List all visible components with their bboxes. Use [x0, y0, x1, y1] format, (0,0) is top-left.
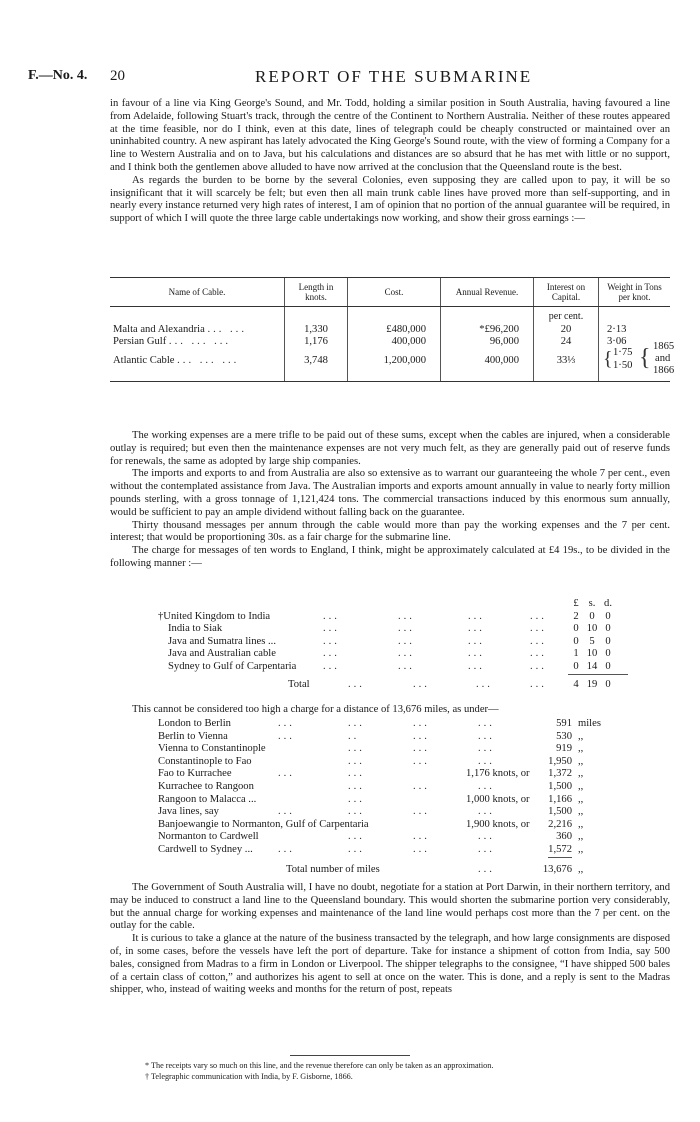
- cable-cost: £480,000: [348, 324, 441, 337]
- charge-row: †United Kingdom to India ... ... ... ... 2 0 0: [158, 611, 628, 624]
- charge-label: India to Siak: [168, 623, 223, 635]
- distance-knots: 1,900 knots, or: [466, 818, 530, 830]
- charge-pence: 0: [605, 648, 611, 660]
- distance-miles: 2,216: [548, 818, 572, 830]
- currency-header-row: [158, 598, 628, 611]
- charge-shillings: 14: [586, 660, 598, 672]
- cable-name: Atlantic Cable: [113, 354, 175, 366]
- distance-total-row: Total number of miles ... 13,676 ,,: [286, 863, 584, 875]
- distance-miles: 1,500: [548, 806, 572, 818]
- table-row: Persian Gulf ... ... ... 1,176 400,000 96,000 24 3·06: [110, 336, 670, 349]
- charge-paragraph: The charge for messages of ten words to England, I think, might be approximately calculated at £4 19s., to be divided in the following manner :—: [110, 545, 670, 569]
- cable-revenue: 96,000: [441, 336, 534, 349]
- unit-row: [110, 307, 670, 324]
- cable-weight: 2·13: [599, 324, 671, 337]
- intro-paragraph: in favour of a line via King George's Sound, and Mr. Todd, holding a similar position in South Australia, having favoured a line from Adelaide, following Stuart's track, through the centre of the Continent to Northern Australia. Neither of these routes appeared at the time feasible, nor do I think, even at this date, lines of telegraph could be cheaply constructed or maintained over an uninhabited country. A new aspirant has lately advocated the King George's Sound route, with the view of forming a Company for a line to Western Australia and on to Java, but his calculations and distances are so absurd that he has met with little or no support, and I think both the gentlemen above alluded to have now arrived at the conclusion that the Queensland route is the best.: [110, 98, 670, 173]
- total-pence: 0: [605, 678, 611, 690]
- charge-label: †United Kingdom to India: [158, 610, 271, 622]
- weight-1865: 1·75: [613, 346, 633, 358]
- distance-row: Vienna to Constantinople ... ... ... 919 ,,: [158, 743, 584, 755]
- messages-paragraph: Thirty thousand messages per annum through the cable would more than pay the working expenses and the 7 per cent. interest; that would be proportioning 30s. as a fair charge for the submarine line.: [110, 519, 670, 544]
- weight-1866: 1·50: [613, 359, 633, 371]
- charge-shillings: 10: [586, 648, 598, 660]
- distance-total: 13,676: [542, 863, 572, 875]
- col-cost-header: Cost.: [348, 278, 441, 307]
- distance-unit: ,,: [578, 818, 584, 830]
- distance-row: Constantinople to Fao ... ... ... 1,950 ,,: [158, 755, 584, 767]
- running-title: REPORT OF THE SUBMARINE: [255, 67, 533, 86]
- distance-miles: 1,500: [548, 780, 572, 792]
- burden-paragraph: As regards the burden to be borne by the several Colonies, even supposing they are called upon to pay, it will be so insignificant that it will scarcely be felt; but even then all main trunk cable lines have proved more than self-supporting, and in nearly every instance returned very high rates of interest, I am of opinion that no portion of the annual guarantee will be required, in support of which I will quote the three large cable undertakings now working, and show their gross earnings :—: [110, 174, 670, 225]
- distance-label: Kurrachee to Rangoon: [158, 780, 254, 792]
- distance-miles: 1,166: [548, 793, 572, 805]
- interest-unit: per cent.: [534, 307, 599, 324]
- cable-length: 1,330: [285, 324, 348, 337]
- distance-label: Banjoewangie to Normanton, Gulf of Carpentaria: [158, 818, 369, 830]
- charge-shillings: 10: [586, 623, 598, 635]
- distance-label: Fao to Kurrachee: [158, 768, 232, 780]
- cable-length: 1,176: [285, 336, 348, 349]
- distance-label: Vienna to Constantinople: [158, 743, 266, 755]
- distance-total-label: Total number of miles: [286, 863, 380, 875]
- page-number: 20: [110, 68, 125, 84]
- distance-label: Cardwell to Sydney ...: [158, 843, 253, 855]
- cable-cost: 400,000: [348, 336, 441, 349]
- charge-total-label: Total: [288, 678, 310, 690]
- discussion-section: [110, 430, 670, 571]
- distance-unit: ,,: [578, 780, 584, 792]
- business-paragraph: It is curious to take a glance at the nature of the business transacted by the telegraph, and how large consignments are disposed of, in some cases, before the vessels have left the port of departure. Take for instance a shipment of cotton from India, say 500 bales, consigned from Madras to a firm in London or Liverpool. The shipper telegraphs to the consignee, “I have shipped 500 bales of a certain class of cotton,” and authorizes his agent to sell at once on the water. This is done, and a reply is sent to the Madras shipper, who, instead of waiting weeks and months for the return of post, repeats: [110, 933, 670, 996]
- cable-name: Malta and Alexandria: [113, 323, 205, 335]
- cable-interest: 24: [534, 336, 599, 349]
- charge-pounds: 0: [573, 660, 579, 672]
- charge-label: Java and Sumatra lines ...: [168, 635, 276, 647]
- distance-label: Java lines, say: [158, 806, 219, 818]
- distance-miles: 1,372: [548, 768, 572, 780]
- distance-label: Constantinople to Fao: [158, 755, 252, 767]
- government-paragraph: The Government of South Australia will, I have no doubt, negotiate for a station at Port Darwin, in their northern territory, and may be induced to construct a land line to the Queensland boundary. This would shorten the submarine portion very considerably, but the annual charge for working expenses and maintenance of the land line would perhaps cost more than the 7 per cent. on the outlay for the cable.: [110, 882, 670, 932]
- distance-intro: This cannot be considered too high a charge for a distance of 13,676 miles, as under—: [132, 704, 499, 715]
- charge-pence: 0: [605, 660, 611, 672]
- document-reference: F.—No. 4.: [28, 68, 88, 83]
- distance-row: Rangoon to Malacca ... ... 1,000 knots, or 1,166 ,,: [158, 793, 584, 805]
- distance-unit: ,,: [578, 768, 584, 780]
- year-1866: 1866: [653, 364, 675, 376]
- page-header: [0, 68, 700, 88]
- distance-row: Java lines, say ... ... ... ... 1,500 ,,: [158, 806, 584, 818]
- charge-pounds: 0: [573, 623, 579, 635]
- distance-miles: 591: [556, 718, 572, 729]
- distance-unit: ,,: [578, 730, 584, 742]
- cable-interest: 20: [534, 324, 599, 337]
- distance-unit: ,,: [578, 793, 584, 805]
- distance-miles: 919: [556, 743, 572, 755]
- charge-pounds: 2: [573, 610, 579, 622]
- col-revenue-header: Annual Revenue.: [441, 278, 534, 307]
- distance-unit: ,,: [578, 755, 584, 767]
- charge-table: [158, 598, 628, 691]
- distance-unit: ,,: [578, 843, 584, 855]
- distance-intro-block: [110, 704, 670, 717]
- total-shillings: 19: [586, 678, 598, 690]
- distance-miles: 1,572: [548, 844, 572, 858]
- charge-shillings: 0: [589, 610, 595, 622]
- distance-table: [158, 718, 658, 876]
- distance-total-unit: ,,: [578, 863, 584, 875]
- col-length-header: Length in knots.: [285, 278, 348, 307]
- charge-pounds: 0: [573, 635, 579, 647]
- shillings-header: s.: [588, 598, 596, 609]
- charge-shillings: 5: [589, 635, 595, 647]
- cable-name: Persian Gulf: [113, 336, 167, 347]
- distance-label: Berlin to Vienna: [158, 730, 228, 742]
- table-row: Atlantic Cable ... ... ... 3,748 1,200,000 400,000 33⅓ { 1·75 1·50 { 1865 and 1866: [110, 349, 670, 382]
- charge-pence: 0: [605, 623, 611, 635]
- charge-pence: 0: [605, 635, 611, 647]
- cable-weight: 3·06: [599, 336, 671, 349]
- charge-row: India to Siak ... ... ... ... 0 10 0: [158, 623, 628, 636]
- distance-row: Cardwell to Sydney ... ... ... ... ... 1,572 ,,: [158, 844, 658, 857]
- col-name-header: Name of Cable.: [110, 278, 285, 307]
- distance-label: London to Berlin: [158, 718, 231, 729]
- footnote-receipts: * The receipts vary so much on this line, and the revenue therefore can only be taken as an approximation.: [145, 1061, 494, 1070]
- distance-knots: 1,176 knots, or: [466, 768, 530, 780]
- cable-length: 3,748: [285, 349, 348, 382]
- distance-row: Kurrachee to Rangoon ... ... ... 1,500 ,,: [158, 780, 584, 792]
- col-interest-header: Interest on Capital.: [534, 278, 599, 307]
- col-weight-header: Weight in Tons per knot.: [599, 278, 671, 307]
- charge-label: Java and Australian cable: [168, 648, 276, 660]
- charge-row: Sydney to Gulf of Carpentaria ... ... ... ... 0 14 0: [158, 661, 628, 674]
- distance-row: Berlin to Vienna ... .. ... ... 530 ,,: [158, 730, 584, 742]
- distance-row: Fao to Kurrachee ... ... 1,176 knots, or 1,372 ,,: [158, 768, 584, 780]
- distance-knots: 1,000 knots, or: [466, 793, 530, 805]
- distance-row: [158, 819, 658, 832]
- charge-row: Java and Sumatra lines ... ... ... ... ... 0 5 0: [158, 636, 628, 649]
- table-row: Malta and Alexandria ... ... 1,330 £480,000 *£96,200 20 2·13: [110, 324, 670, 337]
- distance-row: London to Berlin ... ... ... ... 591 miles: [158, 718, 601, 729]
- distance-label: Normanton to Cardwell: [158, 831, 259, 843]
- distance-miles: 1,950: [548, 755, 572, 767]
- intro-section: [110, 98, 670, 226]
- footnotes: [145, 1060, 665, 1082]
- distance-unit: ,,: [578, 743, 584, 755]
- pounds-header: £: [573, 598, 579, 609]
- charge-pence: 0: [605, 610, 611, 622]
- cable-revenue: 400,000: [441, 349, 534, 382]
- year-1865: 1865: [653, 340, 675, 352]
- working-expenses-paragraph: The working expenses are a mere trifle to be paid out of these sums, except when the cables are injured, when a considerable outlay is required; but even then the maintenance expenses are not very much felt, as they are generally paid out of reserve funds for renewals, the same as adopted by large ship companies.: [110, 430, 670, 467]
- distance-miles: 530: [556, 730, 572, 742]
- charge-pounds: 1: [573, 648, 579, 660]
- charge-total-row: Total ... ... ... ... 4 19 0: [158, 679, 628, 692]
- distance-miles: 360: [556, 831, 572, 843]
- cable-earnings-table: [110, 277, 675, 382]
- footnote-rule: [290, 1055, 410, 1056]
- table-header-row: [110, 278, 670, 307]
- cable-interest: 33⅓: [534, 349, 599, 382]
- charge-label: Sydney to Gulf of Carpentaria: [168, 660, 297, 672]
- closing-section: [110, 882, 670, 997]
- distance-label: Rangoon to Malacca ...: [158, 793, 257, 805]
- total-pounds: 4: [573, 678, 579, 690]
- cable-revenue: *£96,200: [441, 324, 534, 337]
- cable-weight-atlantic: { 1·75 1·50 { 1865 and 1866: [599, 349, 671, 382]
- cable-cost: 1,200,000: [348, 349, 441, 382]
- footnote-gisborne: † Telegraphic communication with India, by F. Gisborne, 1866.: [145, 1072, 353, 1081]
- pence-header: d.: [604, 598, 612, 609]
- distance-unit: ,,: [578, 831, 584, 843]
- charge-row: Java and Australian cable ... ... ... ... 1 10 0: [158, 648, 628, 661]
- distance-row: Normanton to Cardwell ... ... ... 360 ,,: [158, 831, 584, 843]
- distance-unit: miles: [578, 718, 601, 729]
- year-and: and: [655, 352, 671, 364]
- distance-unit: ,,: [578, 806, 584, 818]
- imports-paragraph: The imports and exports to and from Australia are also so extensive as to warrant our guaranteeing the whole 7 per cent., even without the contemplated assistance from Java. The Australian imports and exports amount annually in value to nearly forty million pounds sterling, with a gross tonnage of 1,121,424 tons. The commercial transactions induced by this enormous sum annually, would be sufficient to pay an ample dividend without falling back on the guarantee.: [110, 468, 670, 518]
